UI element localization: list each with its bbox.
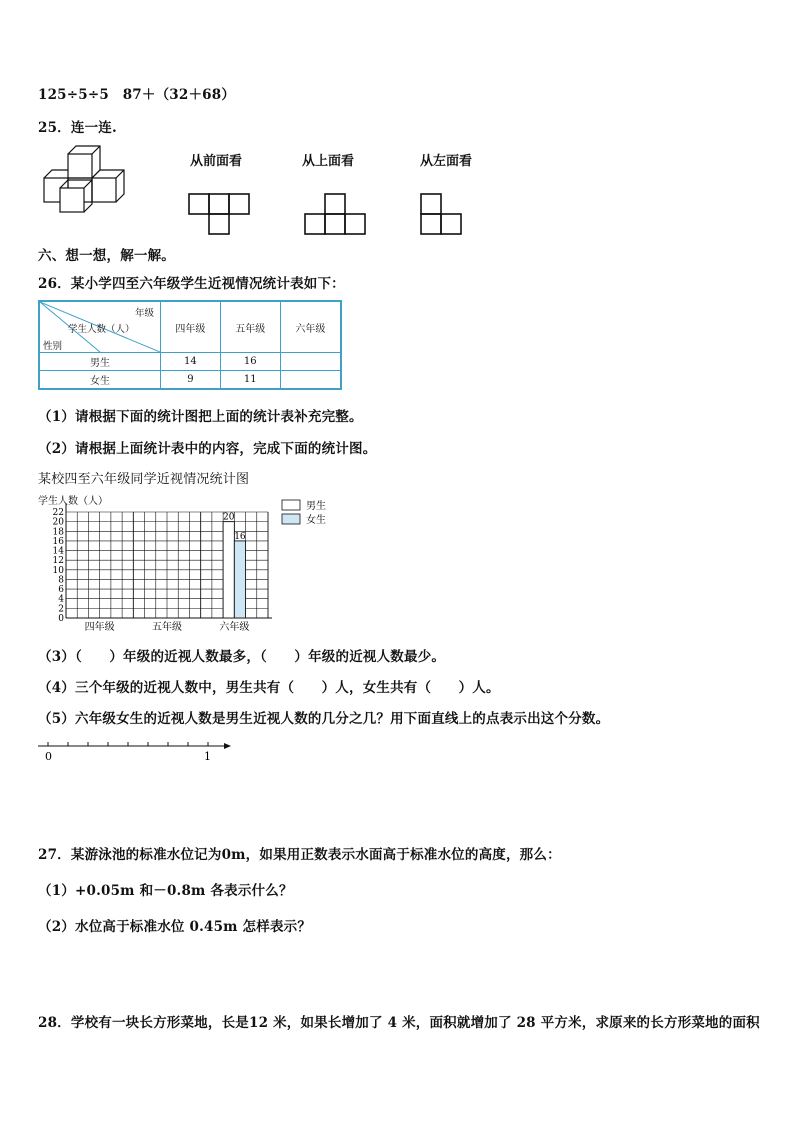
chart-title: 某校四至六年级同学近视情况统计图 — [38, 472, 250, 487]
x-tick-label: 六年级 — [219, 622, 250, 633]
row-label-boys: 男生 — [39, 353, 161, 371]
view-shape-t — [188, 193, 250, 237]
y-tick-label: 0 — [58, 614, 64, 624]
table-row — [39, 353, 341, 371]
y-tick-label: 18 — [52, 527, 64, 538]
col-header-grade5: 五年级 — [220, 301, 280, 353]
q27-title: 27．某游泳池的标准水位记为0m，如果用正数表示水面高于标准水位的高度，那么： — [38, 847, 561, 863]
q28-title: 28．学校有一块长方形菜地，长是12 米，如果长增加了 4 米，面积就增加了 28 平方米，求原来的长方形菜地的面积 — [38, 1015, 760, 1031]
top-expression: 125÷5÷5 87＋（32＋68） — [38, 87, 236, 103]
q27-sub1: （1）+0.05m 和－0.8m 各表示什么？ — [38, 883, 293, 899]
numberline-zero: 0 — [45, 750, 52, 763]
y-tick-label: 12 — [52, 556, 64, 567]
col-header-grade6: 六年级 — [280, 301, 341, 353]
bar-boys — [223, 522, 234, 618]
y-tick-label: 20 — [52, 517, 64, 528]
q26-sub2: （2）请根据上面统计表中的内容，完成下面的统计图。 — [38, 441, 377, 457]
legend-label: 男生 — [306, 501, 326, 512]
diag-label-gender: 性别 — [43, 341, 63, 352]
cell-boys-grade5: 16 — [220, 353, 280, 371]
section-6-heading: 六、想一想，解一解。 — [38, 248, 175, 264]
bar-girls — [234, 541, 245, 618]
q26-sub5: （5）六年级女生的近视人数是男生近视人数的几分之几？用下面直线上的点表示出这个分数。 — [38, 711, 610, 727]
cell-girls-grade6 — [280, 371, 341, 390]
q26-sub4: （4）三个年级的近视人数中，男生共有（ ）人，女生共有（ ）人。 — [38, 680, 500, 696]
y-tick-label: 6 — [58, 585, 64, 596]
y-tick-label: 4 — [58, 594, 64, 605]
number-line — [36, 736, 236, 766]
table-row — [39, 371, 341, 390]
top-view-label: 从上面看 — [302, 154, 355, 169]
legend-swatch — [282, 514, 300, 524]
y-tick-label: 10 — [52, 565, 64, 576]
row-label-girls: 女生 — [39, 371, 161, 390]
myopia-bar-chart — [36, 494, 336, 634]
y-tick-label: 8 — [58, 575, 64, 586]
legend-label: 女生 — [306, 515, 326, 526]
y-tick-label: 16 — [52, 536, 64, 547]
cell-boys-grade4: 14 — [161, 353, 221, 371]
y-tick-label: 2 — [58, 604, 64, 615]
bar-value-label: 16 — [234, 531, 246, 542]
q26-sub3: （3）（ ）年级的近视人数最多，（ ）年级的近视人数最少。 — [38, 649, 446, 665]
y-axis-label: 学生人数（人） — [38, 496, 108, 507]
cell-girls-grade4: 9 — [161, 371, 221, 390]
x-tick-label: 五年级 — [152, 622, 182, 633]
diag-label-count: 学生人数（人） — [68, 324, 135, 335]
q26-sub1: （1）请根据下面的统计图把上面的统计表补充完整。 — [38, 409, 363, 425]
myopia-stat-table — [38, 300, 342, 390]
view-shape-inverted-t — [304, 193, 366, 237]
y-tick-label: 22 — [52, 508, 64, 518]
view-shape-l — [420, 193, 464, 237]
diag-label-grade: 年级 — [134, 308, 154, 319]
left-view-label: 从左面看 — [420, 154, 473, 169]
cube-stack-figure — [40, 142, 130, 217]
q26-title: 26．某小学四至六年级学生近视情况统计表如下： — [38, 276, 345, 292]
legend-swatch — [282, 500, 300, 510]
col-header-grade4: 四年级 — [161, 301, 221, 353]
y-tick-label: 14 — [52, 546, 64, 557]
x-tick-label: 四年级 — [84, 622, 115, 633]
q27-sub2: （2）水位高于标准水位 0.45m 怎样表示？ — [38, 919, 312, 935]
bar-value-label: 20 — [222, 512, 235, 523]
cell-boys-grade6 — [280, 353, 341, 371]
front-view-label: 从前面看 — [190, 154, 243, 169]
numberline-one: 1 — [204, 750, 211, 763]
cell-girls-grade5: 11 — [220, 371, 280, 390]
table-diagonal-header — [39, 301, 161, 353]
q25-title: 25．连一连. — [38, 120, 117, 136]
